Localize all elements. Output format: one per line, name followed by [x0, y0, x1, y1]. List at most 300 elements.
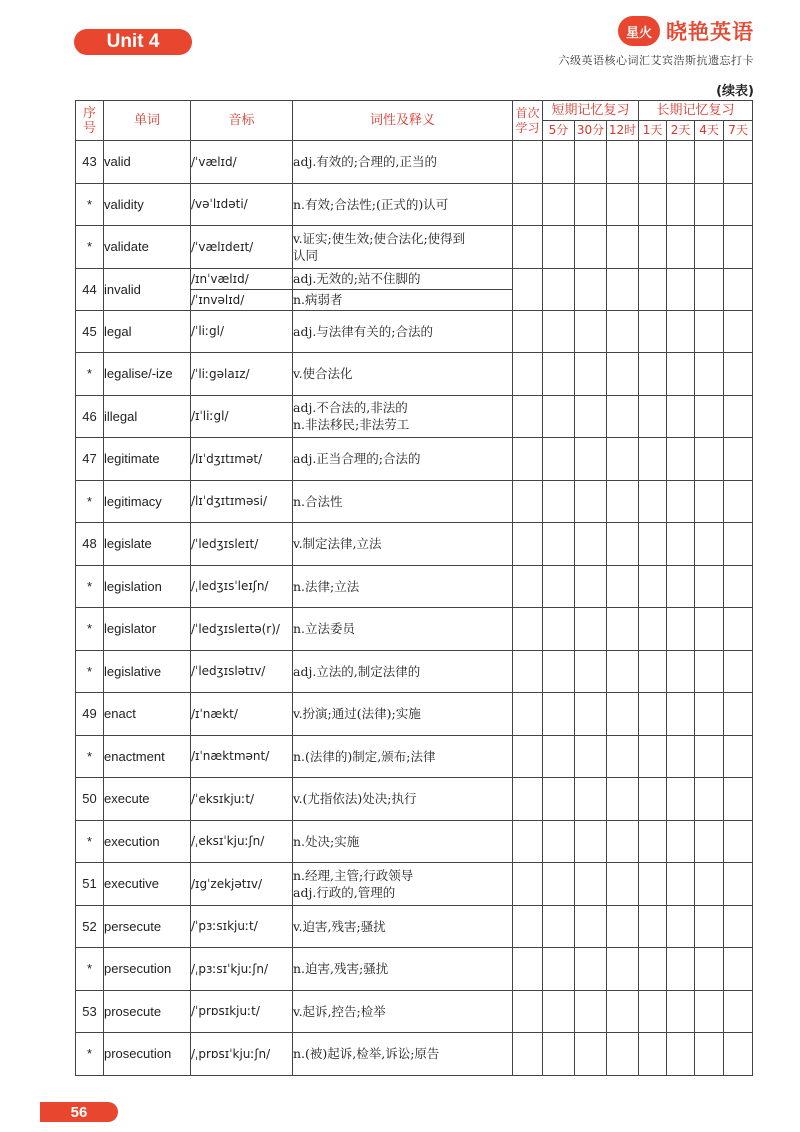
review-checkbox[interactable]: [639, 395, 667, 438]
row-definition: [293, 948, 513, 991]
review-checkbox[interactable]: [607, 565, 639, 608]
review-checkbox[interactable]: [639, 310, 667, 353]
row-number: 48: [76, 523, 104, 566]
unit-label: Unit 4: [74, 29, 192, 55]
row-ipa: /ˌledʒɪsˈleɪʃn/: [191, 565, 293, 608]
review-checkbox[interactable]: [575, 565, 607, 608]
review-checkbox[interactable]: [667, 141, 695, 184]
definition-line: n.非法移民;非法劳工: [293, 417, 410, 433]
row-definition: [293, 863, 513, 906]
review-checkbox[interactable]: [543, 905, 575, 948]
brand: [618, 14, 754, 48]
definition-line: n.经理,主管;行政领导: [293, 867, 414, 883]
row-ipa: /vəˈlɪdəti/: [191, 183, 293, 226]
row-ipa: /ˈpɜːsɪkjuːt/: [191, 905, 293, 948]
review-checkbox[interactable]: [639, 905, 667, 948]
continued-label: (续表): [716, 84, 754, 99]
review-checkbox[interactable]: [667, 395, 695, 438]
row-definition: n.病弱者: [293, 289, 513, 310]
table-row: [76, 1033, 753, 1076]
table-row: [76, 310, 753, 353]
review-checkbox[interactable]: [724, 183, 753, 226]
row-number: 45: [76, 310, 104, 353]
review-checkbox[interactable]: [667, 353, 695, 396]
review-checkbox[interactable]: [575, 480, 607, 523]
review-checkbox[interactable]: [724, 141, 753, 184]
row-ipa: /ˈprɒsɪkjuːt/: [191, 990, 293, 1033]
review-checkbox[interactable]: [667, 820, 695, 863]
review-checkbox[interactable]: [543, 268, 575, 310]
row-ipa: /lɪˈdʒɪtɪməsi/: [191, 480, 293, 523]
row-number: 46: [76, 395, 104, 438]
review-checkbox[interactable]: [513, 905, 543, 948]
review-checkbox[interactable]: [607, 693, 639, 736]
row-number: *: [76, 735, 104, 778]
row-number: *: [76, 1033, 104, 1076]
review-checkbox[interactable]: [724, 565, 753, 608]
row-definition: [293, 523, 513, 566]
row-word: prosecution: [104, 1033, 191, 1076]
review-checkbox[interactable]: [695, 863, 724, 906]
row-ipa: /ˌprɒsɪˈkjuːʃn/: [191, 1033, 293, 1076]
review-checkbox[interactable]: [575, 183, 607, 226]
review-checkbox[interactable]: [639, 990, 667, 1033]
review-checkbox[interactable]: [575, 863, 607, 906]
review-checkbox[interactable]: [575, 820, 607, 863]
review-checkbox[interactable]: [575, 226, 607, 269]
table-row: [76, 948, 753, 991]
review-checkbox[interactable]: [513, 735, 543, 778]
review-checkbox[interactable]: [639, 1033, 667, 1076]
review-checkbox[interactable]: [639, 438, 667, 481]
row-word: legislation: [104, 565, 191, 608]
review-checkbox[interactable]: [513, 353, 543, 396]
review-checkbox[interactable]: [639, 183, 667, 226]
review-checkbox[interactable]: [695, 480, 724, 523]
definition-line: n.有效;合法性;(正式的)认可: [293, 196, 449, 212]
review-checkbox[interactable]: [543, 480, 575, 523]
review-checkbox[interactable]: [543, 650, 575, 693]
review-checkbox[interactable]: [639, 565, 667, 608]
header-12h: 12时: [607, 121, 639, 141]
review-checkbox[interactable]: [639, 226, 667, 269]
review-checkbox[interactable]: [724, 863, 753, 906]
review-checkbox[interactable]: [667, 735, 695, 778]
review-checkbox[interactable]: [543, 990, 575, 1033]
review-checkbox[interactable]: [724, 1033, 753, 1076]
table-row: [76, 863, 753, 906]
review-checkbox[interactable]: [724, 650, 753, 693]
table-row: [76, 650, 753, 693]
definition-line: v.使合法化: [293, 366, 353, 382]
review-checkbox[interactable]: [543, 778, 575, 821]
review-checkbox[interactable]: [543, 735, 575, 778]
review-checkbox[interactable]: [695, 1033, 724, 1076]
header-first-study: 首次 学习: [513, 101, 543, 141]
review-checkbox[interactable]: [607, 1033, 639, 1076]
definition-line: adj.行政的,管理的: [293, 884, 396, 900]
review-checkbox[interactable]: [575, 395, 607, 438]
review-checkbox[interactable]: [667, 226, 695, 269]
definition-line: n.立法委员: [293, 621, 356, 637]
row-ipa: /ɪgˈzekjətɪv/: [191, 863, 293, 906]
review-checkbox[interactable]: [543, 395, 575, 438]
row-definition: [293, 905, 513, 948]
review-checkbox[interactable]: [724, 778, 753, 821]
review-checkbox[interactable]: [607, 310, 639, 353]
header-ipa: 音标: [191, 101, 293, 141]
review-checkbox[interactable]: [639, 693, 667, 736]
review-checkbox[interactable]: [724, 395, 753, 438]
review-checkbox[interactable]: [513, 820, 543, 863]
review-checkbox[interactable]: [575, 310, 607, 353]
definition-line: adj.与法律有关的;合法的: [293, 323, 434, 339]
review-checkbox[interactable]: [513, 480, 543, 523]
review-checkbox[interactable]: [667, 608, 695, 651]
review-checkbox[interactable]: [543, 863, 575, 906]
row-ipa: /ˈledʒɪsleɪt/: [191, 523, 293, 566]
review-checkbox[interactable]: [695, 905, 724, 948]
review-checkbox[interactable]: [607, 480, 639, 523]
review-checkbox[interactable]: [667, 523, 695, 566]
row-ipa: /ɪˈliːgl/: [191, 395, 293, 438]
review-checkbox[interactable]: [695, 523, 724, 566]
table-row: [76, 438, 753, 481]
table-row: [76, 990, 753, 1033]
review-checkbox[interactable]: [639, 863, 667, 906]
brand-logo: 星火: [618, 16, 660, 46]
row-number: *: [76, 183, 104, 226]
row-definition: [293, 650, 513, 693]
row-number: *: [76, 650, 104, 693]
row-ipa: /lɪˈdʒɪtɪmət/: [191, 438, 293, 481]
row-definition: [293, 608, 513, 651]
review-checkbox[interactable]: [575, 523, 607, 566]
review-checkbox[interactable]: [513, 565, 543, 608]
review-checkbox[interactable]: [639, 141, 667, 184]
review-checkbox[interactable]: [543, 608, 575, 651]
review-checkbox[interactable]: [639, 523, 667, 566]
book-subtitle: 六级英语核心词汇艾宾浩斯抗遗忘打卡: [558, 54, 754, 67]
review-checkbox[interactable]: [513, 948, 543, 991]
review-checkbox[interactable]: [695, 778, 724, 821]
review-checkbox[interactable]: [513, 778, 543, 821]
row-ipa: /ˈliːgəlaɪz/: [191, 353, 293, 396]
review-checkbox[interactable]: [513, 990, 543, 1033]
row-word: legal: [104, 310, 191, 353]
row-word: validity: [104, 183, 191, 226]
review-checkbox[interactable]: [543, 820, 575, 863]
row-ipa: /ˈvælɪdeɪt/: [191, 226, 293, 269]
row-ipa: /ˈɪnvəlɪd/: [191, 289, 293, 310]
review-checkbox[interactable]: [695, 353, 724, 396]
row-definition: [293, 778, 513, 821]
review-checkbox[interactable]: [513, 226, 543, 269]
definition-line: 认同: [293, 247, 319, 263]
definition-line: v.证实;使生效;使合法化;使得到: [293, 230, 466, 246]
review-checkbox[interactable]: [695, 650, 724, 693]
review-checkbox[interactable]: [667, 480, 695, 523]
review-checkbox[interactable]: [639, 480, 667, 523]
row-word: validate: [104, 226, 191, 269]
row-number: 52: [76, 905, 104, 948]
review-checkbox[interactable]: [695, 268, 724, 310]
brand-name: 晓艳英语: [666, 20, 754, 44]
review-checkbox[interactable]: [695, 226, 724, 269]
review-checkbox[interactable]: [575, 141, 607, 184]
row-definition: [293, 226, 513, 269]
review-checkbox[interactable]: [607, 438, 639, 481]
review-checkbox[interactable]: [695, 990, 724, 1033]
review-checkbox[interactable]: [543, 523, 575, 566]
review-checkbox[interactable]: [667, 905, 695, 948]
review-checkbox[interactable]: [724, 905, 753, 948]
review-checkbox[interactable]: [667, 778, 695, 821]
review-checkbox[interactable]: [607, 141, 639, 184]
definition-line: n.迫害,残害;骚扰: [293, 961, 389, 977]
row-word: valid: [104, 141, 191, 184]
row-definition: [293, 1033, 513, 1076]
review-checkbox[interactable]: [695, 395, 724, 438]
review-checkbox[interactable]: [667, 310, 695, 353]
review-checkbox[interactable]: [695, 141, 724, 184]
review-checkbox[interactable]: [575, 990, 607, 1033]
row-definition: adj.无效的;站不住脚的: [293, 268, 513, 289]
row-definition: [293, 735, 513, 778]
review-checkbox[interactable]: [695, 183, 724, 226]
review-checkbox[interactable]: [607, 820, 639, 863]
review-checkbox[interactable]: [695, 693, 724, 736]
row-number: 47: [76, 438, 104, 481]
row-word: enact: [104, 693, 191, 736]
review-checkbox[interactable]: [639, 268, 667, 310]
review-checkbox[interactable]: [607, 608, 639, 651]
review-checkbox[interactable]: [724, 693, 753, 736]
table-row: [76, 820, 753, 863]
row-word: enactment: [104, 735, 191, 778]
row-word: execution: [104, 820, 191, 863]
row-ipa: /ɪˈnæktmənt/: [191, 735, 293, 778]
review-checkbox[interactable]: [724, 990, 753, 1033]
row-number: 50: [76, 778, 104, 821]
review-checkbox[interactable]: [695, 735, 724, 778]
review-checkbox[interactable]: [543, 226, 575, 269]
review-checkbox[interactable]: [607, 948, 639, 991]
review-checkbox[interactable]: [543, 141, 575, 184]
table-row: [76, 268, 753, 289]
row-ipa: /ˈledʒɪslətɪv/: [191, 650, 293, 693]
row-ipa: /ˈeksɪkjuːt/: [191, 778, 293, 821]
review-checkbox[interactable]: [724, 310, 753, 353]
review-checkbox[interactable]: [513, 183, 543, 226]
review-checkbox[interactable]: [667, 183, 695, 226]
review-checkbox[interactable]: [543, 1033, 575, 1076]
row-ipa: /ˌeksɪˈkjuːʃn/: [191, 820, 293, 863]
review-checkbox[interactable]: [513, 1033, 543, 1076]
review-checkbox[interactable]: [667, 863, 695, 906]
row-number: 44: [76, 268, 104, 310]
review-checkbox[interactable]: [513, 523, 543, 566]
review-checkbox[interactable]: [513, 650, 543, 693]
review-checkbox[interactable]: [724, 735, 753, 778]
review-checkbox[interactable]: [607, 268, 639, 310]
review-checkbox[interactable]: [513, 268, 543, 310]
row-word: legislative: [104, 650, 191, 693]
table-row: [76, 395, 753, 438]
review-checkbox[interactable]: [607, 863, 639, 906]
review-checkbox[interactable]: [575, 735, 607, 778]
review-checkbox[interactable]: [639, 948, 667, 991]
review-checkbox[interactable]: [695, 310, 724, 353]
review-checkbox[interactable]: [513, 608, 543, 651]
row-number: *: [76, 353, 104, 396]
review-checkbox[interactable]: [639, 353, 667, 396]
review-checkbox[interactable]: [575, 778, 607, 821]
review-checkbox[interactable]: [667, 565, 695, 608]
review-checkbox[interactable]: [543, 438, 575, 481]
row-word: legislator: [104, 608, 191, 651]
header-4day: 4天: [695, 121, 724, 141]
review-checkbox[interactable]: [543, 948, 575, 991]
review-checkbox[interactable]: [724, 480, 753, 523]
row-ipa: /ˈliːgl/: [191, 310, 293, 353]
review-checkbox[interactable]: [543, 353, 575, 396]
review-checkbox[interactable]: [724, 268, 753, 310]
table-row: [76, 183, 753, 226]
review-checkbox[interactable]: [607, 990, 639, 1033]
review-checkbox[interactable]: [695, 820, 724, 863]
review-checkbox[interactable]: [575, 693, 607, 736]
review-checkbox[interactable]: [607, 183, 639, 226]
row-number: 49: [76, 693, 104, 736]
table-row: [76, 735, 753, 778]
review-checkbox[interactable]: [667, 650, 695, 693]
row-word: prosecute: [104, 990, 191, 1033]
review-checkbox[interactable]: [667, 990, 695, 1033]
review-checkbox[interactable]: [607, 395, 639, 438]
header-definition: 词性及释义: [293, 101, 513, 141]
review-checkbox[interactable]: [639, 608, 667, 651]
row-definition: [293, 438, 513, 481]
review-checkbox[interactable]: [667, 1033, 695, 1076]
review-checkbox[interactable]: [695, 608, 724, 651]
row-definition: [293, 395, 513, 438]
table-row: [76, 905, 753, 948]
row-word: invalid: [104, 268, 191, 310]
header-7day: 7天: [724, 121, 753, 141]
row-ipa: /ˈledʒɪsleɪtə(r)/: [191, 608, 293, 651]
definition-line: n.合法性: [293, 493, 343, 509]
definition-line: n.(法律的)制定,颁布;法律: [293, 748, 436, 764]
review-checkbox[interactable]: [575, 268, 607, 310]
review-checkbox[interactable]: [667, 948, 695, 991]
review-checkbox[interactable]: [513, 310, 543, 353]
review-checkbox[interactable]: [724, 226, 753, 269]
review-checkbox[interactable]: [724, 523, 753, 566]
review-checkbox[interactable]: [607, 226, 639, 269]
review-checkbox[interactable]: [513, 141, 543, 184]
review-checkbox[interactable]: [639, 778, 667, 821]
table-row: [76, 565, 753, 608]
review-checkbox[interactable]: [607, 735, 639, 778]
definition-line: n.(被)起诉,检举,诉讼;原告: [293, 1046, 440, 1062]
review-checkbox[interactable]: [607, 778, 639, 821]
review-checkbox[interactable]: [724, 608, 753, 651]
review-checkbox[interactable]: [724, 820, 753, 863]
definition-line: adj.正当合理的;合法的: [293, 451, 421, 467]
definition-line: adj.不合法的,非法的: [293, 400, 408, 416]
table-row: [76, 353, 753, 396]
review-checkbox[interactable]: [575, 438, 607, 481]
row-definition: [293, 565, 513, 608]
row-number: *: [76, 565, 104, 608]
row-word: legitimate: [104, 438, 191, 481]
row-definition: [293, 693, 513, 736]
review-checkbox[interactable]: [575, 608, 607, 651]
review-checkbox[interactable]: [639, 820, 667, 863]
review-checkbox[interactable]: [667, 268, 695, 310]
review-checkbox[interactable]: [543, 183, 575, 226]
review-checkbox[interactable]: [607, 905, 639, 948]
definition-line: v.(尤指依法)处决;执行: [293, 791, 417, 807]
review-checkbox[interactable]: [575, 650, 607, 693]
review-checkbox[interactable]: [575, 1033, 607, 1076]
header-long-review: 长期记忆复习: [639, 101, 753, 121]
review-checkbox[interactable]: [639, 650, 667, 693]
review-checkbox[interactable]: [724, 353, 753, 396]
header-word: 单词: [104, 101, 191, 141]
review-checkbox[interactable]: [513, 395, 543, 438]
row-word: illegal: [104, 395, 191, 438]
row-word: execute: [104, 778, 191, 821]
review-checkbox[interactable]: [513, 863, 543, 906]
review-checkbox[interactable]: [695, 948, 724, 991]
review-checkbox[interactable]: [695, 438, 724, 481]
row-ipa: /ɪnˈvælɪd/: [191, 268, 293, 289]
review-checkbox[interactable]: [543, 310, 575, 353]
table-row: [76, 608, 753, 651]
review-checkbox[interactable]: [724, 438, 753, 481]
definition-line: adj.立法的,制定法律的: [293, 663, 421, 679]
review-checkbox[interactable]: [575, 353, 607, 396]
row-definition: [293, 820, 513, 863]
definition-line: n.法律;立法: [293, 578, 360, 594]
review-checkbox[interactable]: [543, 565, 575, 608]
row-definition: [293, 183, 513, 226]
review-checkbox[interactable]: [607, 523, 639, 566]
review-checkbox[interactable]: [575, 905, 607, 948]
review-checkbox[interactable]: [513, 438, 543, 481]
review-checkbox[interactable]: [607, 353, 639, 396]
row-definition: [293, 353, 513, 396]
row-definition: [293, 480, 513, 523]
vocab-table: [75, 100, 753, 1076]
review-checkbox[interactable]: [695, 565, 724, 608]
header-num: 序 号: [76, 101, 104, 141]
review-checkbox[interactable]: [543, 693, 575, 736]
review-checkbox[interactable]: [575, 948, 607, 991]
review-checkbox[interactable]: [667, 693, 695, 736]
row-word: legitimacy: [104, 480, 191, 523]
row-word: executive: [104, 863, 191, 906]
review-checkbox[interactable]: [513, 693, 543, 736]
definition-line: n.处决;实施: [293, 833, 360, 849]
review-checkbox[interactable]: [607, 650, 639, 693]
review-checkbox[interactable]: [639, 735, 667, 778]
table-row: [76, 226, 753, 269]
review-checkbox[interactable]: [667, 438, 695, 481]
review-checkbox[interactable]: [724, 948, 753, 991]
